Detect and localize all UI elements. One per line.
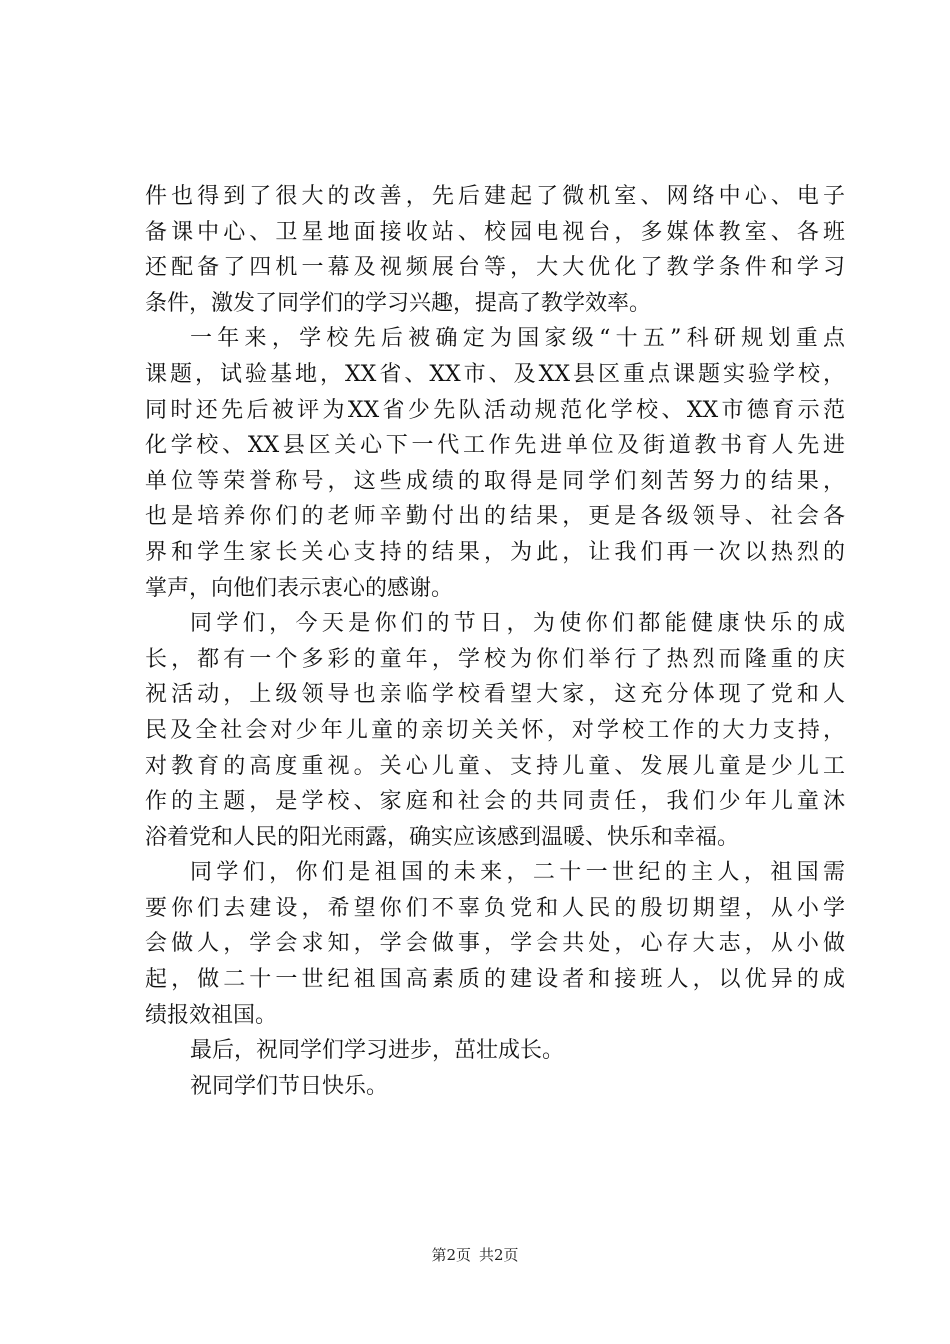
text-line: 长，都有一个多彩的童年，学校为你们举行了热烈而隆重的庆 [145,646,845,672]
text-line: 对教育的高度重视。关心儿童、支持儿童、发展儿童是少儿工 [145,753,845,779]
page-footer [0,1245,950,1265]
paragraph-start-line: 祝同学们节日快乐。 [190,1073,389,1099]
text-line: 民及全社会对少年儿童的亲切关关怀，对学校工作的大力支持， [145,717,845,743]
page-total-label: 共2页 [479,1246,519,1264]
text-line: 单位等荣誉称号，这些成绩的取得是同学们刻苦努力的结果， [145,468,845,494]
text-line: 还配备了四机一幕及视频展台等，大大优化了教学条件和学习 [145,255,845,281]
text-line: 会做人，学会求知，学会做事，学会共处，心存大志，从小做 [145,931,845,957]
text-line: 件也得到了很大的改善，先后建起了微机室、网络中心、电子 [145,184,845,209]
text-line: 备课中心、卫星地面接收站、校园电视台，多媒体教室、各班 [145,219,845,245]
page-number-label: 第2页 [431,1246,471,1264]
paragraph-start-line: 同学们，你们是祖国的未来，二十一世纪的主人，祖国需 [190,860,845,886]
text-line: 掌声，向他们表示衷心的感谢。 [145,575,454,601]
text-line: 同时还先后被评为XX省少先队活动规范化学校、XX市德育示范 [145,397,845,423]
paragraph-start-line: 一年来，学校先后被确定为国家级“十五”科研规划重点 [190,326,845,352]
text-line: 也是培养你们的老师辛勤付出的结果，更是各级领导、社会各 [145,504,845,530]
text-line: 祝活动，上级领导也亲临学校看望大家，这充分体现了党和人 [145,682,845,708]
text-line: 绩报效祖国。 [145,1002,278,1028]
text-line: 要你们去建设，希望你们不辜负党和人民的殷切期望，从小学 [145,895,845,921]
text-line: 课题，试验基地，XX省、XX市、及XX县区重点课题实验学校， [145,361,845,387]
document-body [145,179,845,1104]
text-line: 浴着党和人民的阳光雨露，确实应该感到温暖、快乐和幸福。 [145,824,740,850]
text-line: 作的主题，是学校、家庭和社会的共同责任，我们少年儿童沐 [145,789,845,815]
text-line: 起，做二十一世纪祖国高素质的建设者和接班人，以优异的成 [145,967,845,993]
text-line: 界和学生家长关心支持的结果，为此，让我们再一次以热烈的 [145,539,845,565]
paragraph-start-line: 最后，祝同学们学习进步，茁壮成长。 [190,1038,565,1064]
paragraph-start-line: 同学们，今天是你们的节日，为使你们都能健康快乐的成 [190,611,845,637]
text-line: 条件，激发了同学们的学习兴趣，提高了教学效率。 [145,290,652,316]
text-line: 化学校、XX县区关心下一代工作先进单位及街道教书育人先进 [145,433,845,459]
